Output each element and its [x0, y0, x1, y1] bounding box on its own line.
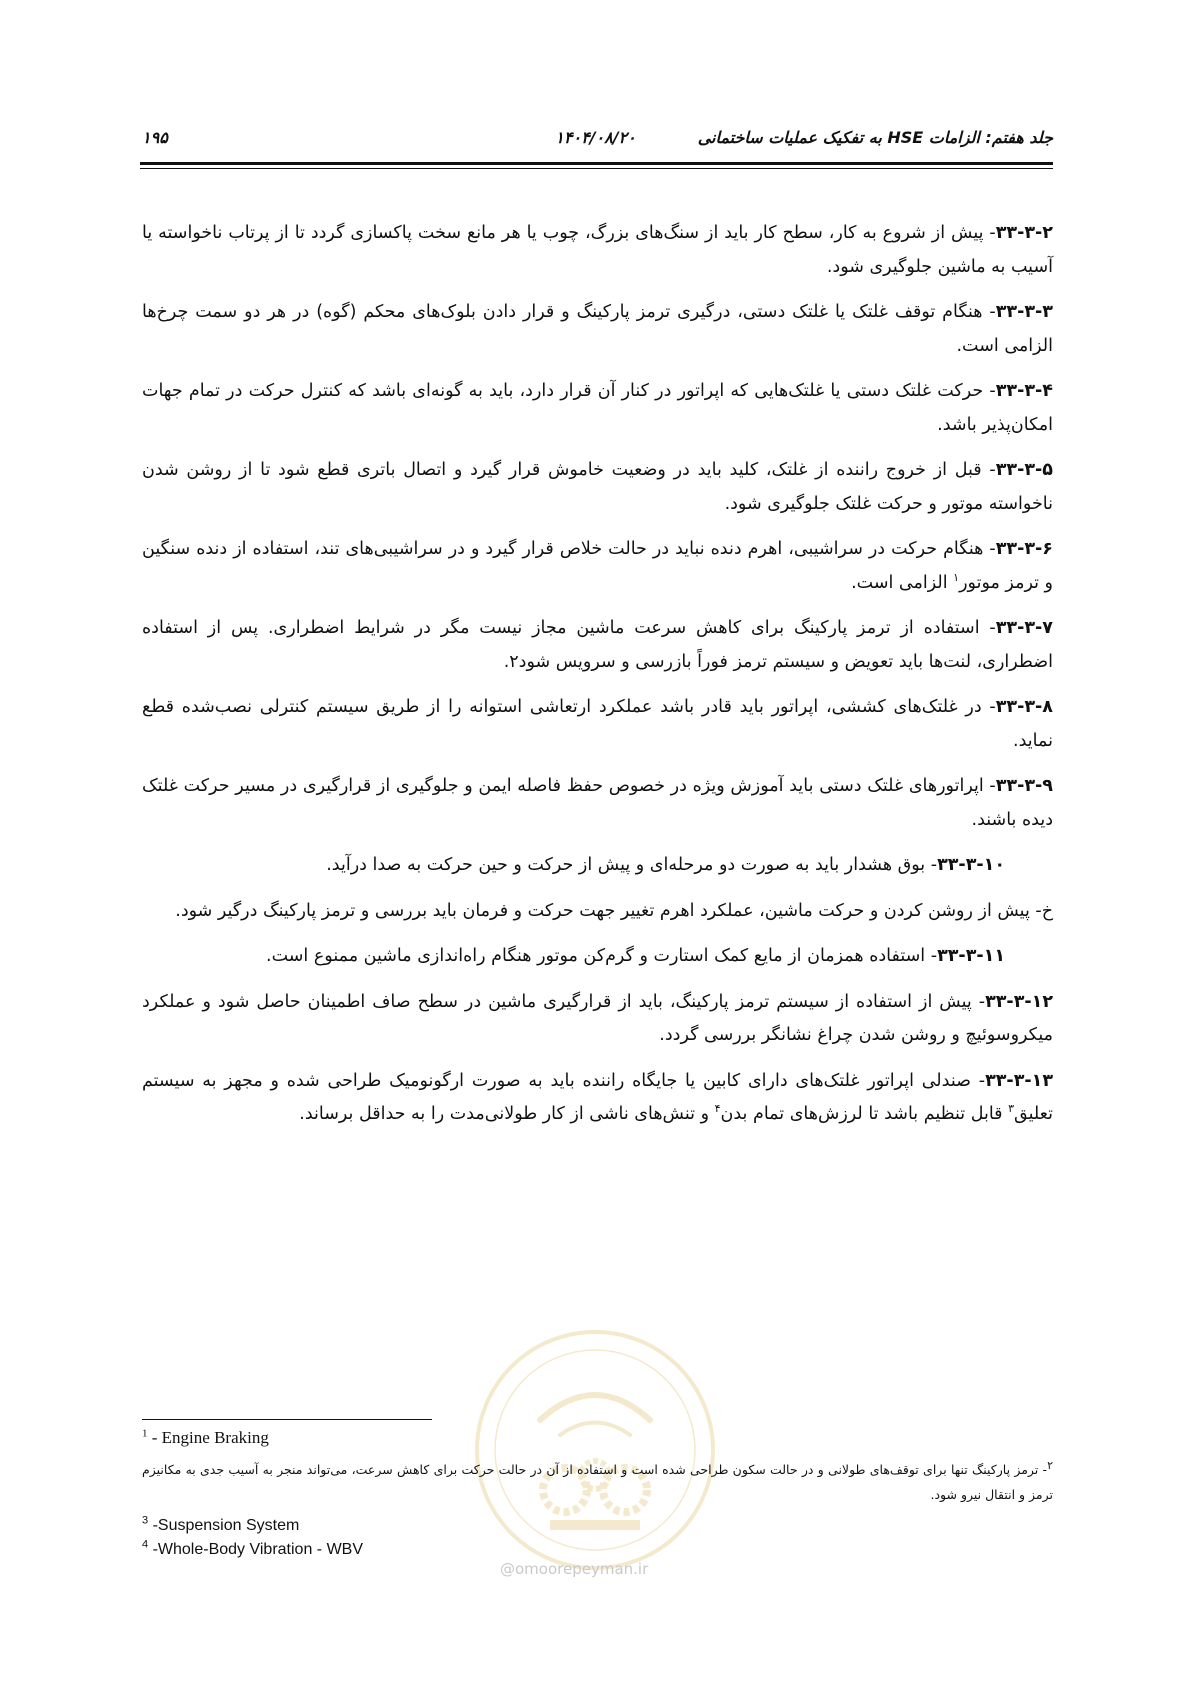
clause-text: - هنگام توقف غلتک یا غلتک دستی، درگیری ترمز پارکینگ و قرار دادن بلوک‌های محکم (گوه) در هر دو سمت چرخ‌ها الزامی است. — [142, 302, 1053, 356]
clause-text: - قبل از خروج راننده از غلتک، کلید باید در وضعیت خاموش قرار گیرد و اتصال باتری قطع شود تا از روشن شدن ناخواسته موتور و حرکت غلتک جلوگیری شود. — [142, 460, 1053, 514]
clause-number: ۳۳-۳-۱۳ — [985, 1070, 1053, 1091]
clause-text-mid: قابل تنظیم باشد تا لرزش‌های تمام بدن — [720, 1104, 1009, 1124]
clause-text: - هنگام حرکت در سراشیبی، اهرم دنده نباید در حالت خلاص قرار گیرد و در سراشیبی‌های تند، استفاده از دنده سنگین و ترمز موتور — [142, 539, 1053, 593]
clause-text-end: الزامی است. — [851, 572, 954, 593]
footnote-ref[interactable]: ۳ — [1008, 1102, 1015, 1116]
page-number: ۱۹۵ — [142, 128, 168, 147]
paragraph — [142, 895, 1053, 929]
clause-number: ۳۳-۳-۶ — [995, 539, 1053, 559]
footnote-4 — [142, 1538, 364, 1559]
clause-text: - پیش از استفاده از سیستم ترمز پارکینگ، باید از قرارگیری ماشین در سطح صاف اطمینان حاصل شود و عملکرد میکروسوئیچ و روشن شدن چراغ نشانگر بررسی گردد. — [142, 991, 1053, 1045]
clause-number: ۳۳-۳-۹ — [995, 776, 1053, 796]
footnote-3 — [142, 1514, 300, 1535]
paragraph — [142, 986, 1053, 1053]
paragraph — [142, 691, 1053, 758]
clause-text: - استفاده همزمان از مایع کمک استارت و گرم‌کن موتور هنگام راه‌اندازی ماشین ممنوع است. — [266, 946, 938, 966]
paragraph — [142, 454, 1053, 521]
clause-number: ۳۳-۳-۷ — [995, 618, 1053, 638]
clause-text-end: و تنش‌های ناشی از کار طولانی‌مدت را به حداقل برساند. — [299, 1104, 715, 1124]
watermark-logo-icon — [470, 1325, 720, 1575]
footnote-mark: 1 — [142, 1427, 148, 1440]
footnote-separator — [142, 1419, 432, 1420]
clause-text: - بوق هشدار باید به صورت دو مرحله‌ای و پیش از حرکت و حین حرکت به صدا درآید. — [326, 855, 938, 875]
footnote-mark: ۲ — [1047, 1458, 1053, 1472]
header-rule-thin — [140, 168, 1053, 169]
running-header-date: ۱۴۰۴/۰۸/۲۰ — [555, 128, 636, 147]
paragraph — [142, 770, 1053, 837]
footnote-ref[interactable]: ۴ — [714, 1102, 721, 1116]
clause-number: ۳۳-۳-۸ — [995, 697, 1053, 717]
footnote-mark: 3 — [142, 1514, 149, 1527]
clause-number: ۳۳-۳-۱۰ — [937, 855, 1005, 875]
footnote-text: - ترمز پارکینگ تنها برای توقف‌های طولانی و در حالت سکون طراحی شده است و استفاده از آن در حالت حرکت برای کاهش سرعت، می‌تواند منجر به آسیب جدی به مکانیزم ترمز و انتقال نیرو شود. — [142, 1462, 1053, 1502]
paragraph — [142, 296, 1053, 363]
paragraph — [142, 849, 1053, 883]
clause-number: ۳۳-۳-۳ — [995, 302, 1053, 322]
clause-text: - حرکت غلتک دستی یا غلتک‌هایی که اپراتور در کنار آن قرار دارد، باید به گونه‌ای باشد که کنترل حرکت در تمام جهات امکان‌پذیر باشد. — [142, 381, 1053, 435]
clause-text: - استفاده از ترمز پارکینگ برای کاهش سرعت ماشین مجاز نیست مگر در شرایط اضطراری. پس از استفاده اضطراری، لنت‌ها باید تعویض و سیستم ترمز فوراً بازرسی و سرویس شود۲. — [142, 618, 1053, 672]
clause-text: - اپراتورهای غلتک دستی باید آموزش ویژه در خصوص حفظ فاصله ایمن و جلوگیری از قرارگیری در مسیر حرکت غلتک دیده باشند. — [142, 776, 1053, 830]
running-header-title: جلد هفتم: الزامات HSE به تفکیک عملیات ساختمانی — [697, 128, 1053, 147]
footnote-text: -Suspension System — [148, 1517, 300, 1534]
watermark-url: @omoorepeyman.ir — [500, 1560, 649, 1578]
footnote-ref[interactable]: ۱ — [953, 570, 960, 584]
paragraph — [142, 533, 1053, 600]
clause-text: - پیش از شروع به کار، سطح کار باید از سنگ‌های بزرگ، چوب یا هر مانع سخت پاکسازی گردد تا از پرتاب ناخواسته یا آسیب به ماشین جلوگیری شود. — [142, 223, 1053, 277]
clause-number: ۳۳-۳-۵ — [995, 460, 1053, 480]
clause-number: ۳۳-۳-۱۱ — [937, 946, 1005, 966]
clause-text: - در غلتک‌های کششی، اپراتور باید قادر باشد عملکرد ارتعاشی استوانه را از طریق سیستم کنترلی نصب‌شده قطع نماید. — [142, 697, 1053, 751]
paragraph — [142, 940, 1053, 974]
paragraph — [142, 1065, 1053, 1132]
clause-number: ۳۳-۳-۱۲ — [985, 991, 1053, 1012]
body-text — [142, 217, 1053, 1144]
clause-number: ۳۳-۳-۲ — [995, 223, 1053, 243]
footnote-2 — [142, 1457, 1053, 1507]
paragraph — [142, 217, 1053, 284]
paragraph — [142, 612, 1053, 679]
clause-number: ۳۳-۳-۴ — [995, 381, 1053, 401]
paragraph — [142, 375, 1053, 442]
clause-text: - صندلی اپراتور غلتک‌های دارای کابین یا جایگاه راننده باید به صورت ارگونومیک طراحی شده و مجهز به سیستم تعلیق — [142, 1070, 1053, 1124]
footnote-mark: 4 — [142, 1538, 149, 1551]
clause-text: خ- پیش از روشن کردن و حرکت ماشین، عملکرد اهرم تغییر جهت حرکت و فرمان باید بررسی و ترمز پارکینگ درگیر شود. — [175, 900, 1053, 921]
footnote-1 — [142, 1428, 269, 1448]
footnote-text: -Whole-Body Vibration - WBV — [148, 1541, 364, 1558]
header-rule — [140, 162, 1053, 165]
footnote-text: - Engine Braking — [147, 1428, 269, 1447]
